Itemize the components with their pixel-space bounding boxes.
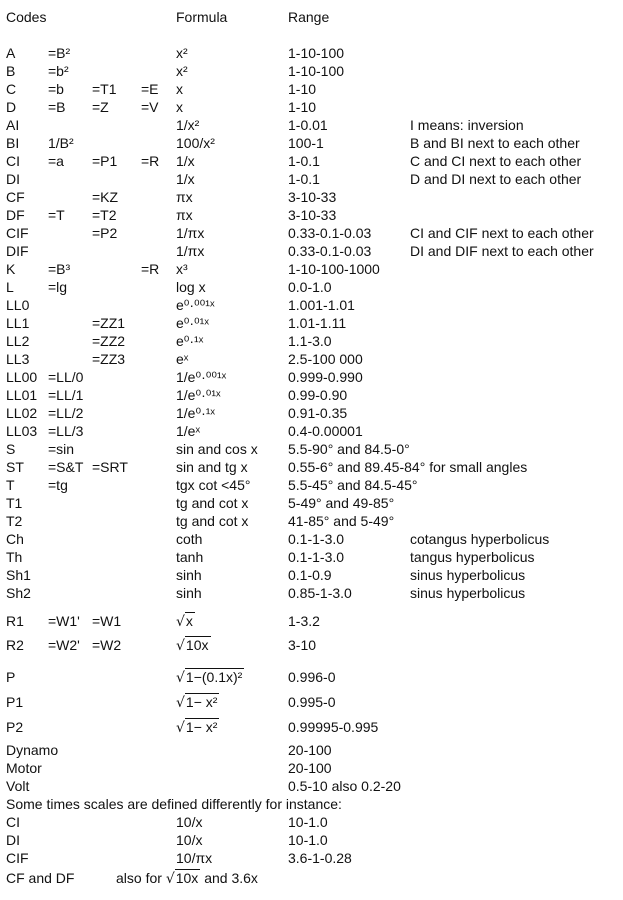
sqrt-icon: √ <box>176 670 185 686</box>
radicand: 10x <box>175 870 199 886</box>
code-cell: C <box>6 81 17 97</box>
formula-cell: tgx cot <45° <box>176 477 251 493</box>
range-cell: 0.999-0.990 <box>288 369 363 385</box>
table-row <box>0 548 623 566</box>
code-cell: L <box>6 279 14 295</box>
alias-cell: =B³ <box>48 261 71 277</box>
code-cell: LL1 <box>6 315 30 331</box>
alias-cell: =sin <box>48 441 75 457</box>
code-cell: DIF <box>6 243 29 259</box>
alias-cell: =LL/2 <box>48 405 84 421</box>
alias-cell: =W2' <box>48 637 80 653</box>
range-cell: 1.001-1.01 <box>288 297 355 313</box>
formula-cell: 1/πx <box>176 243 205 259</box>
table-row <box>0 188 623 206</box>
alias-cell: =T <box>48 207 65 223</box>
code-cell: BI <box>6 135 20 151</box>
code-cell: T2 <box>6 513 23 529</box>
formula-cell: 10/x <box>176 832 203 848</box>
formula-cell: πx <box>176 189 193 205</box>
alias-cell: =a <box>48 153 64 169</box>
formula-cell: eˣ <box>176 351 189 367</box>
range-cell: 1-10 <box>288 99 317 115</box>
table-row <box>0 206 623 224</box>
code-cell: Ch <box>6 531 24 547</box>
range-cell: 0.1-1-3.0 <box>288 549 345 565</box>
radical-expression <box>176 718 219 737</box>
formula-cell: x <box>176 99 183 115</box>
footer-note <box>116 869 258 888</box>
header-range: Range <box>288 9 330 25</box>
table-row <box>0 849 623 867</box>
table-row <box>0 584 623 602</box>
radical-expression <box>176 636 211 655</box>
formula-cell: sin and tg x <box>176 459 248 475</box>
formula-cell: e⁰·⁰¹ˣ <box>176 315 209 331</box>
range-cell: 3-10-33 <box>288 207 337 223</box>
alias-cell: =T1 <box>92 81 117 97</box>
code-cell: B <box>6 63 16 79</box>
range-cell: 5.5-45° and 84.5-45° <box>288 477 418 493</box>
table-row <box>0 718 623 736</box>
range-cell: 1-3.2 <box>288 613 320 629</box>
radicand: 1− x² <box>185 694 218 710</box>
table-row <box>0 530 623 548</box>
formula-cell: 1/e⁰·⁰¹ˣ <box>176 387 221 403</box>
alias-cell: =b² <box>48 63 69 79</box>
note-cell: D and DI next to each other <box>410 171 582 187</box>
footer-pre: also for <box>116 870 162 886</box>
range-cell: 0.91-0.35 <box>288 405 348 421</box>
formula-cell: 1/e⁰·¹ˣ <box>176 405 215 421</box>
range-cell: 1-0.01 <box>288 117 328 133</box>
range-cell: 2.5-100 000 <box>288 351 363 367</box>
radical-expression <box>166 869 201 888</box>
note-cell: C and CI next to each other <box>410 153 582 169</box>
formula-cell: coth <box>176 531 203 547</box>
alias-cell: =T2 <box>92 207 117 223</box>
range-cell: 10-1.0 <box>288 832 328 848</box>
alias-cell: 1/B² <box>48 135 74 151</box>
range-cell: 20-100 <box>288 760 332 776</box>
table-row <box>0 831 623 849</box>
formula-cell <box>176 668 244 687</box>
code-cell: K <box>6 261 16 277</box>
formula-cell: sin and cos x <box>176 441 258 457</box>
sqrt-icon: √ <box>176 614 185 630</box>
range-cell: 1-10-100 <box>288 63 345 79</box>
code-cell: P1 <box>6 694 24 710</box>
range-cell: 3-10-33 <box>288 189 337 205</box>
range-cell: 0.0-1.0 <box>288 279 332 295</box>
code-cell: Th <box>6 549 23 565</box>
code-cell: S <box>6 441 16 457</box>
range-cell: 0.33-0.1-0.03 <box>288 225 372 241</box>
range-cell: 0.99-0.90 <box>288 387 348 403</box>
sqrt-icon: √ <box>176 720 185 736</box>
table-row <box>0 314 623 332</box>
sqrt-icon: √ <box>176 695 185 711</box>
table-row <box>0 242 623 260</box>
alias-cell: =B² <box>48 45 71 61</box>
footer-post: and 3.6x <box>204 870 258 886</box>
code-cell: LL00 <box>6 369 38 385</box>
alias-cell: =W1' <box>48 613 80 629</box>
formula-cell <box>176 718 219 737</box>
table-row <box>0 404 623 422</box>
formula-cell: 1/eˣ <box>176 423 201 439</box>
code-cell: Sh1 <box>6 567 31 583</box>
range-cell: 1-0.1 <box>288 171 320 187</box>
range-cell: 20-100 <box>288 742 332 758</box>
table-row <box>0 170 623 188</box>
formula-cell: x <box>176 81 183 97</box>
note-cell: tangus hyperbolicus <box>410 549 535 565</box>
code-cell: R1 <box>6 613 24 629</box>
formula-cell: tg and cot x <box>176 495 249 511</box>
code-cell: P <box>6 669 16 685</box>
code-cell: T <box>6 477 15 493</box>
range-cell: 0.55-6° and 89.45-84° for small angles <box>288 459 528 475</box>
range-cell: 0.5-10 also 0.2-20 <box>288 778 401 794</box>
formula-cell: 10/πx <box>176 850 213 866</box>
range-cell: 1-0.1 <box>288 153 320 169</box>
code-cell: LL02 <box>6 405 38 421</box>
code-cell: Motor <box>6 760 42 776</box>
alias-cell: =E <box>141 81 159 97</box>
code-cell: CI <box>6 153 20 169</box>
note-cell: I means: inversion <box>410 117 524 133</box>
header-codes: Codes <box>6 9 47 25</box>
code-cell: CF <box>6 189 25 205</box>
alias-cell: =Z <box>92 99 109 115</box>
formula-cell: 1/x² <box>176 117 200 133</box>
range-cell: 0.995-0 <box>288 694 336 710</box>
code-cell: AI <box>6 117 20 133</box>
code-cell: CF and DF <box>6 870 75 886</box>
code-cell: LL01 <box>6 387 38 403</box>
code-cell: A <box>6 45 16 61</box>
range-cell: 0.1-0.9 <box>288 567 332 583</box>
formula-cell: e⁰·¹ˣ <box>176 333 204 349</box>
alias-cell: =LL/3 <box>48 423 84 439</box>
table-row <box>0 98 623 116</box>
code-cell: Dynamo <box>6 742 59 758</box>
formula-cell: x² <box>176 45 188 61</box>
radical-expression <box>176 693 219 712</box>
formula-cell <box>176 636 211 655</box>
formula-cell: 1/πx <box>176 225 205 241</box>
table-header <box>0 8 623 26</box>
table-row <box>0 440 623 458</box>
header-formula: Formula <box>176 9 228 25</box>
code-cell: Sh2 <box>6 585 31 601</box>
alias-cell: =V <box>141 99 159 115</box>
alias-cell: =LL/1 <box>48 387 84 403</box>
range-cell: 1.1-3.0 <box>288 333 332 349</box>
alias-cell: =ZZ1 <box>92 315 126 331</box>
code-cell: R2 <box>6 637 24 653</box>
table-row <box>0 777 623 795</box>
range-cell: 0.33-0.1-0.03 <box>288 243 372 259</box>
code-cell: DI <box>6 171 20 187</box>
table-row <box>0 332 623 350</box>
code-cell: CIF <box>6 225 29 241</box>
radicand: 1− x² <box>185 719 218 735</box>
alias-cell: =SRT <box>92 459 128 475</box>
formula-cell: 1/e⁰·⁰⁰¹ˣ <box>176 369 227 385</box>
alias-cell: =B <box>48 99 66 115</box>
code-cell: DF <box>6 207 25 223</box>
formula-cell: e⁰·⁰⁰¹ˣ <box>176 297 215 313</box>
radicand: 10x <box>185 637 209 653</box>
table-row <box>0 759 623 777</box>
range-cell: 5-49° and 49-85° <box>288 495 395 511</box>
formula-cell: sinh <box>176 585 202 601</box>
table-row <box>0 386 623 404</box>
note-cell: cotangus hyperbolicus <box>410 531 550 547</box>
table-row <box>0 668 623 686</box>
table-row <box>0 278 623 296</box>
alias-cell: =LL/0 <box>48 369 84 385</box>
table-row <box>0 741 623 759</box>
alias-cell: =ZZ2 <box>92 333 126 349</box>
note-cell: sinus hyperbolicus <box>410 585 526 601</box>
code-cell: LL3 <box>6 351 30 367</box>
range-cell: 1-10-100-1000 <box>288 261 380 277</box>
radical-expression <box>176 668 244 687</box>
table-row <box>0 368 623 386</box>
table-row <box>0 134 623 152</box>
note-cell: B and BI next to each other <box>410 135 580 151</box>
code-cell: LL03 <box>6 423 38 439</box>
radicand: x <box>185 613 193 629</box>
table-row <box>0 152 623 170</box>
range-cell: 1-10-100 <box>288 45 345 61</box>
range-cell: 0.99995-0.995 <box>288 719 379 735</box>
formula-cell: πx <box>176 207 193 223</box>
table-row <box>0 296 623 314</box>
range-cell: 3-10 <box>288 637 317 653</box>
table-row <box>0 566 623 584</box>
section-note <box>0 795 623 813</box>
table-row <box>0 636 623 654</box>
formula-cell <box>176 612 195 631</box>
alias-cell: =R <box>141 153 160 169</box>
formula-cell: 1/x <box>176 153 195 169</box>
table-row <box>0 693 623 711</box>
table-row <box>0 813 623 831</box>
range-cell: 0.996-0 <box>288 669 336 685</box>
table-row <box>0 116 623 134</box>
code-cell: Volt <box>6 778 30 794</box>
alias-cell: =lg <box>48 279 68 295</box>
range-cell: 1-10 <box>288 81 317 97</box>
table-row <box>0 62 623 80</box>
code-cell: P2 <box>6 719 24 735</box>
range-cell: 0.4-0.00001 <box>288 423 363 439</box>
range-cell: 1.01-1.11 <box>288 315 347 331</box>
range-cell: 10-1.0 <box>288 814 328 830</box>
note-cell: sinus hyperbolicus <box>410 567 526 583</box>
alias-cell: =ZZ3 <box>92 351 126 367</box>
radical-expression <box>176 612 195 631</box>
range-cell: 0.1-1-3.0 <box>288 531 345 547</box>
code-cell: LL2 <box>6 333 30 349</box>
code-cell: CIF <box>6 850 29 866</box>
radicand: 1−(0.1x)² <box>185 669 243 685</box>
code-cell: T1 <box>6 495 23 511</box>
table-row <box>0 458 623 476</box>
code-cell: D <box>6 99 17 115</box>
sqrt-icon: √ <box>176 638 185 654</box>
table-row <box>0 44 623 62</box>
code-cell: DI <box>6 832 20 848</box>
formula-cell: tg and cot x <box>176 513 249 529</box>
code-cell: CI <box>6 814 20 830</box>
formula-cell: x³ <box>176 261 188 277</box>
table-row <box>0 494 623 512</box>
range-cell: 3.6-1-0.28 <box>288 850 352 866</box>
formula-cell <box>176 693 219 712</box>
alias-cell: =KZ <box>92 189 119 205</box>
formula-cell: x² <box>176 63 188 79</box>
alias-cell: =tg <box>48 477 68 493</box>
range-cell: 0.85-1-3.0 <box>288 585 352 601</box>
range-cell: 5.5-90° and 84.5-0° <box>288 441 410 457</box>
range-cell: 41-85° and 5-49° <box>288 513 395 529</box>
alias-cell: =P2 <box>92 225 118 241</box>
range-cell: 100-1 <box>288 135 324 151</box>
alias-cell: =W2 <box>92 637 122 653</box>
sqrt-icon: √ <box>165 871 175 887</box>
footer-row <box>0 869 623 887</box>
alias-cell: =b <box>48 81 64 97</box>
table-row <box>0 350 623 368</box>
table-row <box>0 612 623 630</box>
formula-cell: 1/x <box>176 171 195 187</box>
alias-cell: =W1 <box>92 613 122 629</box>
formula-cell: 10/x <box>176 814 203 830</box>
formula-cell: log x <box>176 279 206 295</box>
alias-cell: =P1 <box>92 153 118 169</box>
alias-cell: =S&T <box>48 459 84 475</box>
table-row <box>0 260 623 278</box>
alias-cell: =R <box>141 261 160 277</box>
table-row <box>0 224 623 242</box>
code-cell: ST <box>6 459 24 475</box>
table-row <box>0 512 623 530</box>
formula-cell: 100/x² <box>176 135 215 151</box>
formula-cell: sinh <box>176 567 202 583</box>
table-row <box>0 476 623 494</box>
table-row <box>0 422 623 440</box>
code-cell: LL0 <box>6 297 30 313</box>
table-row <box>0 80 623 98</box>
note-cell: CI and CIF next to each other <box>410 225 594 241</box>
note-cell: DI and DIF next to each other <box>410 243 594 259</box>
formula-cell: tanh <box>176 549 204 565</box>
note-text: Some times scales are defined differently for instance: <box>6 796 342 812</box>
